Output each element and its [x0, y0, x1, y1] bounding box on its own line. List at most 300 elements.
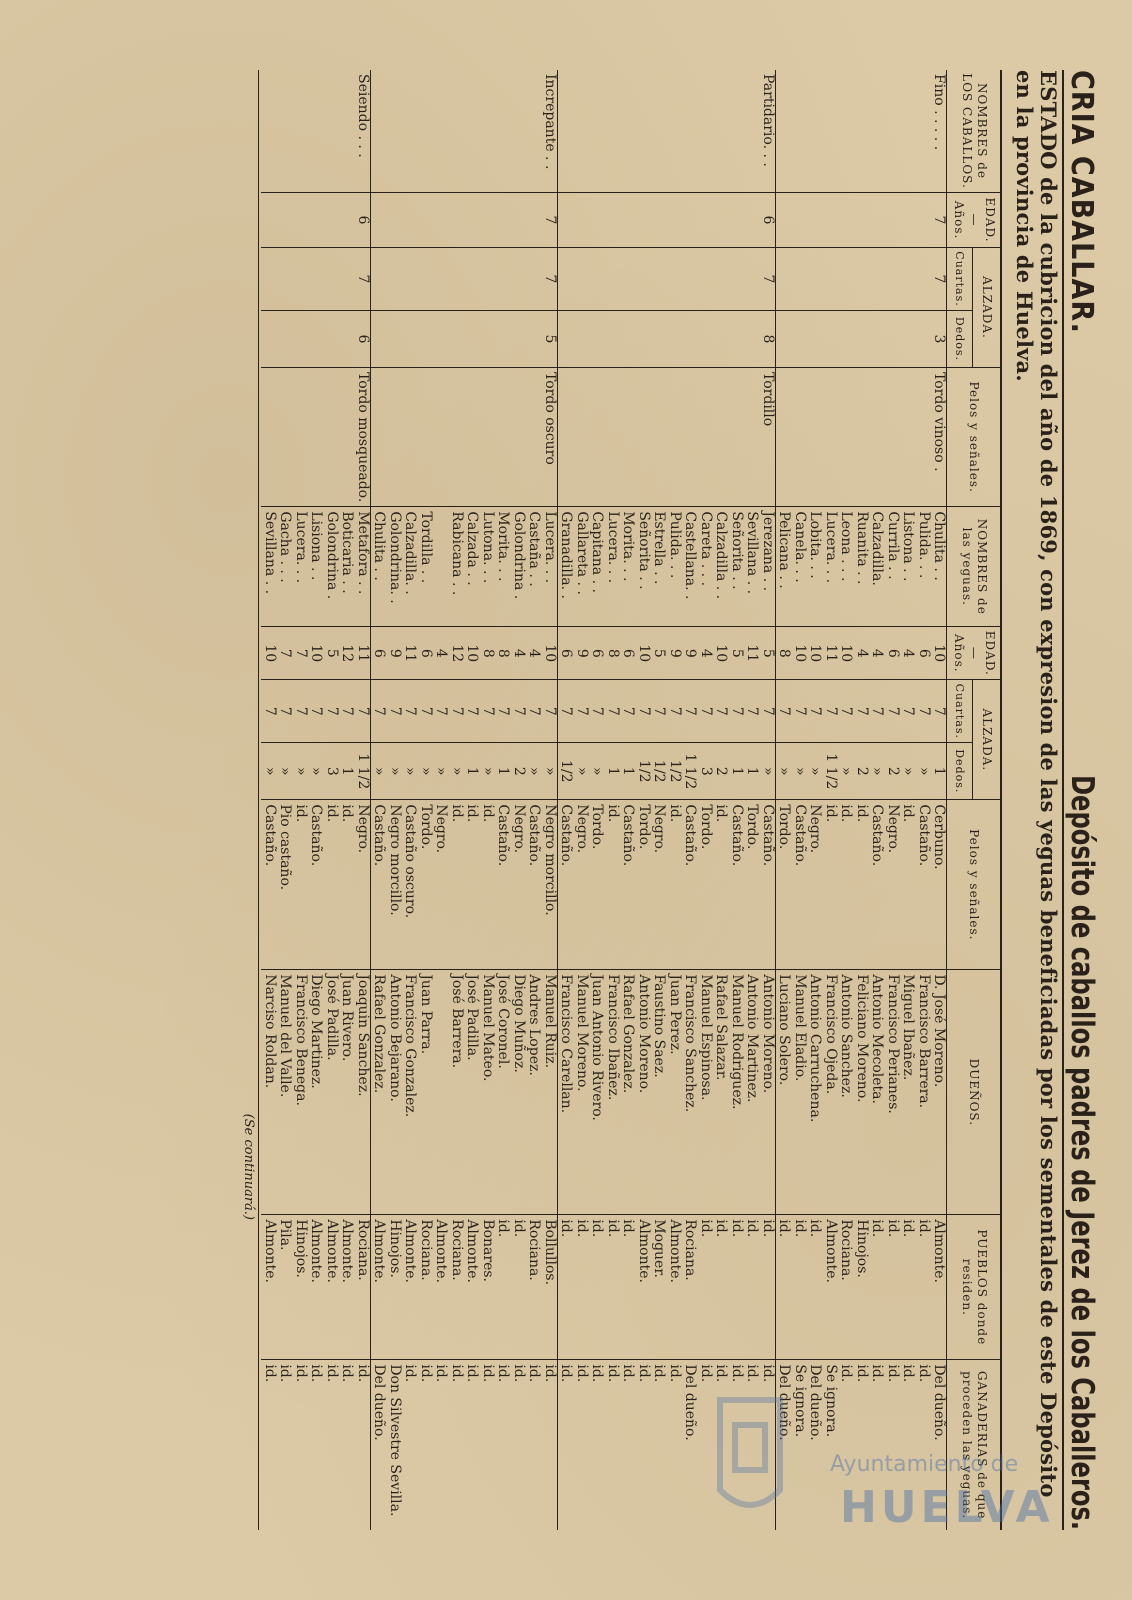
horse-fingers: [308, 311, 324, 368]
horse-coat: [823, 368, 839, 507]
mare-name: Lobita. . .: [807, 507, 823, 627]
mare-quarters: 7: [838, 680, 854, 743]
mare-fingers: 1: [931, 743, 947, 800]
table-row: [620, 70, 636, 1530]
owner: Miguel Ibañez.: [900, 970, 916, 1215]
horse-age: [916, 193, 932, 248]
ranch: id.: [869, 1360, 885, 1530]
mare-age: 10: [713, 627, 729, 680]
town: id.: [605, 1215, 621, 1360]
mare-name: Morita. . .: [495, 507, 511, 627]
horse-name: [698, 70, 714, 193]
horse-age: [324, 193, 340, 248]
table-row: [682, 70, 698, 1530]
horse-name: [324, 70, 340, 193]
horse-name: [480, 70, 496, 193]
mare-age: 10: [308, 627, 324, 680]
horse-quarters: [776, 248, 792, 311]
town: id.: [900, 1215, 916, 1360]
mare-quarters: 7: [511, 680, 527, 743]
table-row: [324, 70, 340, 1530]
town: Almonte.: [262, 1215, 278, 1360]
ranch: id.: [636, 1360, 652, 1530]
horse-coat: [713, 368, 729, 507]
horse-coat: [495, 368, 511, 507]
table-row: [792, 70, 808, 1530]
table-row: [464, 70, 480, 1530]
owner: Andres Lopez.: [526, 970, 542, 1215]
town: Moguer.: [651, 1215, 667, 1360]
mare-fingers: 1: [620, 743, 636, 800]
mare-quarters: 7: [262, 680, 278, 743]
horse-quarters: [339, 248, 355, 311]
horse-quarters: [682, 248, 698, 311]
table-row: [480, 70, 496, 1530]
mare-coat: id.: [713, 800, 729, 970]
col-mare-fingers: Dedos.: [947, 743, 972, 800]
horse-coat: [418, 368, 434, 507]
mare-fingers: 2: [854, 743, 870, 800]
horse-age: [682, 193, 698, 248]
horse-coat: [371, 368, 387, 507]
mare-name: Calzada . .: [464, 507, 480, 627]
horse-fingers: [651, 311, 667, 368]
mare-name: Lucera. . .: [542, 507, 558, 627]
col-mare-height: ALZADA.: [972, 680, 1001, 800]
horse-age: [308, 193, 324, 248]
horse-age: [776, 193, 792, 248]
mare-fingers: 1 1/2: [682, 743, 698, 800]
horse-fingers: 8: [760, 311, 776, 368]
horse-fingers: [402, 311, 418, 368]
town: Rociana.: [682, 1215, 698, 1360]
town: Rociana.: [355, 1215, 371, 1360]
table-row: [916, 70, 932, 1530]
horse-quarters: [293, 248, 309, 311]
horse-quarters: [464, 248, 480, 311]
owner: Antonio Bejarano.: [387, 970, 403, 1215]
mare-quarters: 7: [854, 680, 870, 743]
horse-name: [293, 70, 309, 193]
horse-age: [651, 193, 667, 248]
mare-name: Listona . .: [900, 507, 916, 627]
horse-name: [495, 70, 511, 193]
mare-coat: Castaño.: [262, 800, 278, 970]
ranch: id.: [464, 1360, 480, 1530]
horse-age: [620, 193, 636, 248]
mare-coat: id.: [464, 800, 480, 970]
col-towns: PUEBLOS donde residen.: [947, 1215, 1001, 1360]
horse-fingers: [900, 311, 916, 368]
table-row: [542, 70, 558, 1530]
town: Almonte.: [667, 1215, 683, 1360]
horse-quarters: [900, 248, 916, 311]
ranch: id.: [760, 1360, 776, 1530]
ranch: Del dueño.: [682, 1360, 698, 1530]
horse-name: [433, 70, 449, 193]
horse-fingers: [371, 311, 387, 368]
mare-coat: Negro.: [885, 800, 901, 970]
mare-name: Sevillana . .: [262, 507, 278, 627]
horse-quarters: [387, 248, 403, 311]
mare-quarters: 7: [542, 680, 558, 743]
horse-age: [605, 193, 621, 248]
horse-age: [526, 193, 542, 248]
horse-name: Fino . . . . .: [931, 74, 948, 151]
horse-coat: [480, 368, 496, 507]
owner: Feliciano Moreno.: [854, 970, 870, 1215]
owner: Rafael Salazar.: [713, 970, 729, 1215]
mare-fingers: »: [371, 743, 387, 800]
table-row: [838, 70, 854, 1530]
horse-fingers: 3: [931, 311, 947, 368]
town: id.: [760, 1215, 776, 1360]
mare-quarters: 7: [869, 680, 885, 743]
mare-name: Golondrina .: [324, 507, 340, 627]
table-row: [511, 70, 527, 1530]
owner: Juan Rivero.: [339, 970, 355, 1215]
horse-name: [605, 70, 621, 193]
mare-fingers: 1/2: [651, 743, 667, 800]
mare-age: 10: [636, 627, 652, 680]
mare-age: 10: [838, 627, 854, 680]
horse-name: [589, 70, 605, 193]
owner: José Padilla.: [324, 970, 340, 1215]
ranch: id.: [339, 1360, 355, 1530]
horse-name: [558, 70, 574, 193]
table-row: [495, 70, 511, 1530]
mare-coat: Negro.: [355, 800, 371, 970]
horse-coat: [526, 368, 542, 507]
horse-quarters: [574, 248, 590, 311]
horse-name: Partidario. . .: [760, 70, 776, 193]
town: Bollullos.: [542, 1215, 558, 1360]
horse-quarters: [371, 248, 387, 311]
mare-name: Ruanita . .: [854, 507, 870, 627]
town: Hinojos.: [387, 1215, 403, 1360]
horse-fingers: [620, 311, 636, 368]
horse-age: [807, 193, 823, 248]
horse-coat: [869, 368, 885, 507]
horse-quarters: [449, 248, 465, 311]
mare-name: Boticaria . .: [339, 507, 355, 627]
table-row: [293, 70, 309, 1530]
horse-name: [277, 70, 293, 193]
town: id.: [511, 1215, 527, 1360]
mare-age: 8: [776, 627, 792, 680]
horse-quarters: [807, 248, 823, 311]
col-height-fingers: Dedos.: [947, 311, 972, 368]
mare-quarters: 7: [433, 680, 449, 743]
col-owners: DUEÑOS.: [947, 970, 1001, 1215]
horse-coat: [729, 368, 745, 507]
horse-coat: [651, 368, 667, 507]
horse-fingers: [262, 311, 278, 368]
table-row: [277, 70, 293, 1530]
table-row: [931, 70, 947, 1530]
owner: Francisco Benega.: [293, 970, 309, 1215]
horse-name: [402, 70, 418, 193]
mare-name: Rabicana . .: [449, 507, 465, 627]
owner: Francisco Ojeda.: [823, 970, 839, 1215]
horse-fingers: [574, 311, 590, 368]
mare-fingers: »: [402, 743, 418, 800]
ranch: id.: [667, 1360, 683, 1530]
mare-coat: Negro.: [574, 800, 590, 970]
ranch: id.: [418, 1360, 434, 1530]
horse-fingers: [433, 311, 449, 368]
ranch: id.: [324, 1360, 340, 1530]
mare-quarters: 7: [776, 680, 792, 743]
mare-age: 10: [807, 627, 823, 680]
horse-fingers: [418, 311, 434, 368]
horse-coat: [636, 368, 652, 507]
horse-coat: [589, 368, 605, 507]
ranch: Del dueño.: [776, 1360, 792, 1530]
mare-name: Morita. . .: [620, 507, 636, 627]
watermark-line1: Ayuntamiento de: [830, 1452, 1019, 1477]
horse-name: [854, 70, 870, 193]
ranch: id.: [574, 1360, 590, 1530]
mare-name: Pulida. . .: [667, 507, 683, 627]
horse-coat: [682, 368, 698, 507]
table-row: [729, 70, 745, 1530]
mare-quarters: 7: [620, 680, 636, 743]
ranch: id.: [308, 1360, 324, 1530]
horse-age: [729, 193, 745, 248]
mare-age: 11: [744, 627, 760, 680]
ranch: Del dueño.: [807, 1360, 823, 1530]
ranch: id.: [293, 1360, 309, 1530]
mare-quarters: 7: [464, 680, 480, 743]
mare-fingers: »: [308, 743, 324, 800]
horse-age: [558, 193, 574, 248]
document-subtitle: ESTADO de la cubricion del año de 1869, con expresion de las yeguas beneficiadas por los sementales de este Depósito en la provincia de Huelva.: [1012, 70, 1061, 1498]
mare-quarters: 7: [682, 680, 698, 743]
ranch: Del dueño.: [931, 1360, 947, 1530]
ranch: id.: [620, 1360, 636, 1530]
mare-coat: id.: [838, 800, 854, 970]
horse-quarters: [869, 248, 885, 311]
mare-age: 10: [464, 627, 480, 680]
mare-coat: Castaño.: [620, 800, 636, 970]
table-row: [651, 70, 667, 1530]
ranch: Del dueño.: [371, 1360, 387, 1530]
mare-coat: Tordo.: [698, 800, 714, 970]
horse-fingers: [744, 311, 760, 368]
table-row: [558, 70, 574, 1530]
horse-age: [371, 193, 387, 248]
horse-quarters: [636, 248, 652, 311]
mare-coat: id.: [449, 800, 465, 970]
horse-coat: [854, 368, 870, 507]
horse-name: [792, 70, 808, 193]
mare-age: 9: [387, 627, 403, 680]
horse-age: [277, 193, 293, 248]
mare-age: 11: [355, 627, 371, 680]
town: id.: [792, 1215, 808, 1360]
horse-fingers: [293, 311, 309, 368]
horse-coat: Tordo vinoso .: [931, 368, 947, 507]
town: Almonte.: [371, 1215, 387, 1360]
horse-age: [293, 193, 309, 248]
horse-coat: [885, 368, 901, 507]
horse-age: [869, 193, 885, 248]
horse-quarters: 7: [355, 248, 371, 311]
horse-coat: [464, 368, 480, 507]
town: Almonte.: [339, 1215, 355, 1360]
horse-fingers: [339, 311, 355, 368]
mare-name: Pulida. . .: [916, 507, 932, 627]
table-row: [574, 70, 590, 1530]
mare-age: 6: [916, 627, 932, 680]
horse-age: [574, 193, 590, 248]
ranch: id.: [916, 1360, 932, 1530]
horse-quarters: [526, 248, 542, 311]
mare-name: Granadilla. .: [558, 507, 574, 627]
horse-coat: [776, 368, 792, 507]
mare-coat: Castaño oscuro.: [402, 800, 418, 970]
mare-age: 11: [402, 627, 418, 680]
owner: D. José Moreno.: [931, 970, 947, 1215]
table-row: [900, 70, 916, 1530]
mare-quarters: 7: [651, 680, 667, 743]
mare-quarters: 7: [574, 680, 590, 743]
mare-quarters: 7: [605, 680, 621, 743]
mare-coat: Castaño.: [792, 800, 808, 970]
mare-coat: Castaño.: [916, 800, 932, 970]
mare-quarters: 7: [792, 680, 808, 743]
mare-fingers: »: [760, 743, 776, 800]
mare-coat: id.: [854, 800, 870, 970]
horse-quarters: [854, 248, 870, 311]
horse-fingers: [869, 311, 885, 368]
horse-coat: [900, 368, 916, 507]
mare-coat: Castaño.: [371, 800, 387, 970]
mare-coat: Negro morcillo.: [387, 800, 403, 970]
mare-coat: Negro.: [651, 800, 667, 970]
ranch: id.: [480, 1360, 496, 1530]
horse-fingers: [324, 311, 340, 368]
continuation-note: (Se continuará.): [241, 1113, 257, 1220]
mare-fingers: 1: [605, 743, 621, 800]
mare-quarters: 7: [698, 680, 714, 743]
table-row: [418, 70, 434, 1530]
mare-age: 11: [823, 627, 839, 680]
mare-name: [433, 507, 449, 627]
horse-name: [885, 70, 901, 193]
mare-age: 7: [277, 627, 293, 680]
horse-coat: [308, 368, 324, 507]
mare-name: Gallareta . .: [574, 507, 590, 627]
horse-age: [511, 193, 527, 248]
mare-name: Jerezana . .: [760, 507, 776, 627]
horse-name: [651, 70, 667, 193]
mare-fingers: 1: [729, 743, 745, 800]
owner: Juan Perez.: [667, 970, 683, 1215]
horse-name: [464, 70, 480, 193]
breeding-table: [262, 70, 1003, 1530]
horse-age: [744, 193, 760, 248]
horse-fingers: [698, 311, 714, 368]
ranch: id.: [511, 1360, 527, 1530]
horse-name: [526, 70, 542, 193]
horse-fingers: 6: [355, 311, 371, 368]
mare-quarters: 7: [480, 680, 496, 743]
table-row: [371, 70, 387, 1530]
mare-name: Calzadilla. .: [402, 507, 418, 627]
mare-coat: id.: [667, 800, 683, 970]
section-title: CRIA CABALLAR.: [1064, 70, 1099, 334]
col-horse-name: NOMBRES de LOS CABALLOS.: [947, 70, 1001, 193]
horse-age: [418, 193, 434, 248]
horse-name: [667, 70, 683, 193]
town: id.: [869, 1215, 885, 1360]
town: Almonte.: [464, 1215, 480, 1360]
ranch: Se ignora.: [823, 1360, 839, 1530]
mare-fingers: »: [838, 743, 854, 800]
horse-coat: [293, 368, 309, 507]
horse-name: [511, 70, 527, 193]
ranch: id.: [900, 1360, 916, 1530]
horse-age: [402, 193, 418, 248]
mare-coat: Castaño.: [729, 800, 745, 970]
horse-age: [433, 193, 449, 248]
horse-age: [713, 193, 729, 248]
horse-age: [262, 193, 278, 248]
horse-coat: [807, 368, 823, 507]
owner: Rafael Gonzalez.: [371, 970, 387, 1215]
owner: Narciso Roldan.: [262, 970, 278, 1215]
town: Hinojos.: [854, 1215, 870, 1360]
mare-coat: Castaño.: [526, 800, 542, 970]
owner: Francisco Gonzalez.: [402, 970, 418, 1215]
mare-name: Estrella . .: [651, 507, 667, 627]
owner: Manuel Espinosa.: [698, 970, 714, 1215]
table-row: [433, 70, 449, 1530]
horse-name: [371, 70, 387, 193]
horse-fingers: [713, 311, 729, 368]
mare-fingers: »: [792, 743, 808, 800]
owner: Antonio Moreno.: [636, 970, 652, 1215]
mare-quarters: 7: [744, 680, 760, 743]
mare-name: Sevillana . .: [744, 507, 760, 627]
col-height-quarters: Cuartas.: [947, 248, 972, 311]
mare-name: Lucera. . .: [293, 507, 309, 627]
mare-age: 9: [682, 627, 698, 680]
horse-coat: [558, 368, 574, 507]
owner: Antonio Carruchena.: [807, 970, 823, 1215]
mare-age: 5: [324, 627, 340, 680]
owner: Antonio Sanchez.: [838, 970, 854, 1215]
horse-coat: [277, 368, 293, 507]
horse-quarters: [495, 248, 511, 311]
horse-quarters: [324, 248, 340, 311]
ranch: id.: [262, 1360, 278, 1530]
ranch: id.: [698, 1360, 714, 1530]
mare-name: Chulita . .: [931, 507, 947, 627]
horse-fingers: [526, 311, 542, 368]
mare-fingers: 3: [324, 743, 340, 800]
horse-coat: [449, 368, 465, 507]
table-row: [589, 70, 605, 1530]
table-row: [636, 70, 652, 1530]
mare-age: 10: [262, 627, 278, 680]
col-height: ALZADA.: [972, 248, 1001, 368]
mare-fingers: 1/2: [558, 743, 574, 800]
horse-age: [339, 193, 355, 248]
table-row: [807, 70, 823, 1530]
